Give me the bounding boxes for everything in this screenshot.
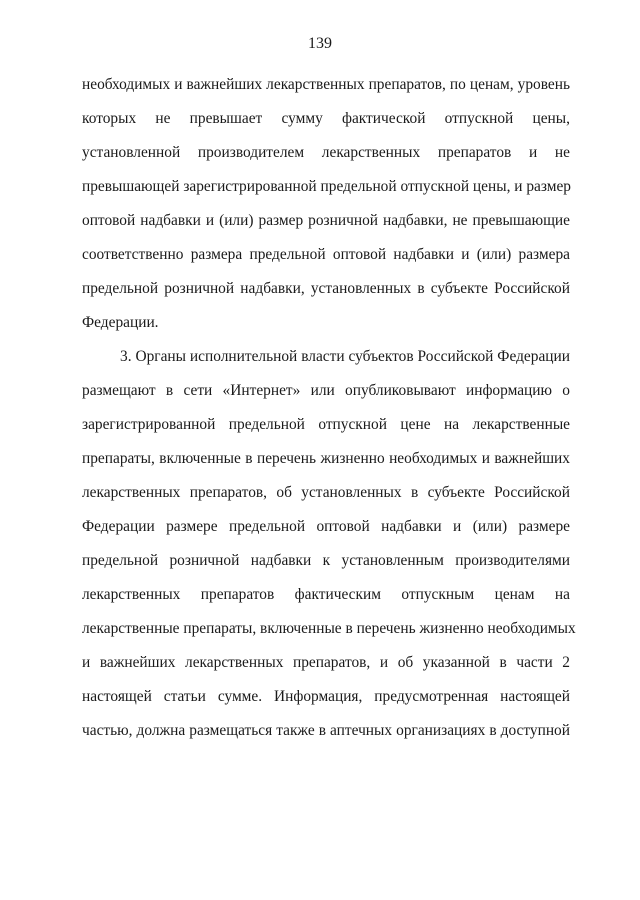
paragraph-1 xyxy=(82,68,570,340)
text-line: оптовой надбавки и (или) размер розничной надбавки, не превышающие xyxy=(82,212,570,229)
text-line: частью, должна размещаться также в аптечных организациях в доступной xyxy=(82,722,570,739)
paragraph-2 xyxy=(82,340,576,748)
text-line: превышающей зарегистрированной предельной отпускной цены, и размер xyxy=(82,178,572,195)
text-line: настоящей статьи сумме. Информация, предусмотренная настоящей xyxy=(82,688,570,705)
text-line: Федерации размере предельной оптовой надбавки и (или) размере xyxy=(82,518,570,535)
text-line: необходимых и важнейших лекарственных препаратов, по ценам, уровень xyxy=(82,76,570,93)
text-line: лекарственных препаратов, об установленных в субъекте Российской xyxy=(82,484,570,501)
text-line: установленной производителем лекарственных препаратов и не xyxy=(82,144,570,161)
text-line: размещают в сети «Интернет» или опубликовывают информацию о xyxy=(82,382,570,399)
text-line: зарегистрированной предельной отпускной цене на лекарственные xyxy=(82,416,570,433)
text-line: предельной розничной надбавки, установленных в субъекте Российской xyxy=(82,280,570,297)
text-line: лекарственных препаратов фактическим отпускным ценам на xyxy=(82,586,570,603)
text-line: лекарственные препараты, включенные в перечень жизненно необходимых xyxy=(82,620,576,637)
text-line: соответственно размера предельной оптовой надбавки и (или) размера xyxy=(82,246,570,263)
text-line: препараты, включенные в перечень жизненно необходимых и важнейших xyxy=(82,450,570,467)
text-line: предельной розничной надбавки к установленным производителями xyxy=(82,552,570,569)
document-body xyxy=(82,68,576,748)
page-number: 139 xyxy=(308,35,332,52)
text-line: 3. Органы исполнительной власти субъектов Российской Федерации xyxy=(120,348,570,365)
text-line: Федерации. xyxy=(82,314,159,331)
text-line: которых не превышает сумму фактической отпускной цены, xyxy=(82,110,570,127)
text-line: и важнейших лекарственных препаратов, и об указанной в части 2 xyxy=(82,654,570,671)
